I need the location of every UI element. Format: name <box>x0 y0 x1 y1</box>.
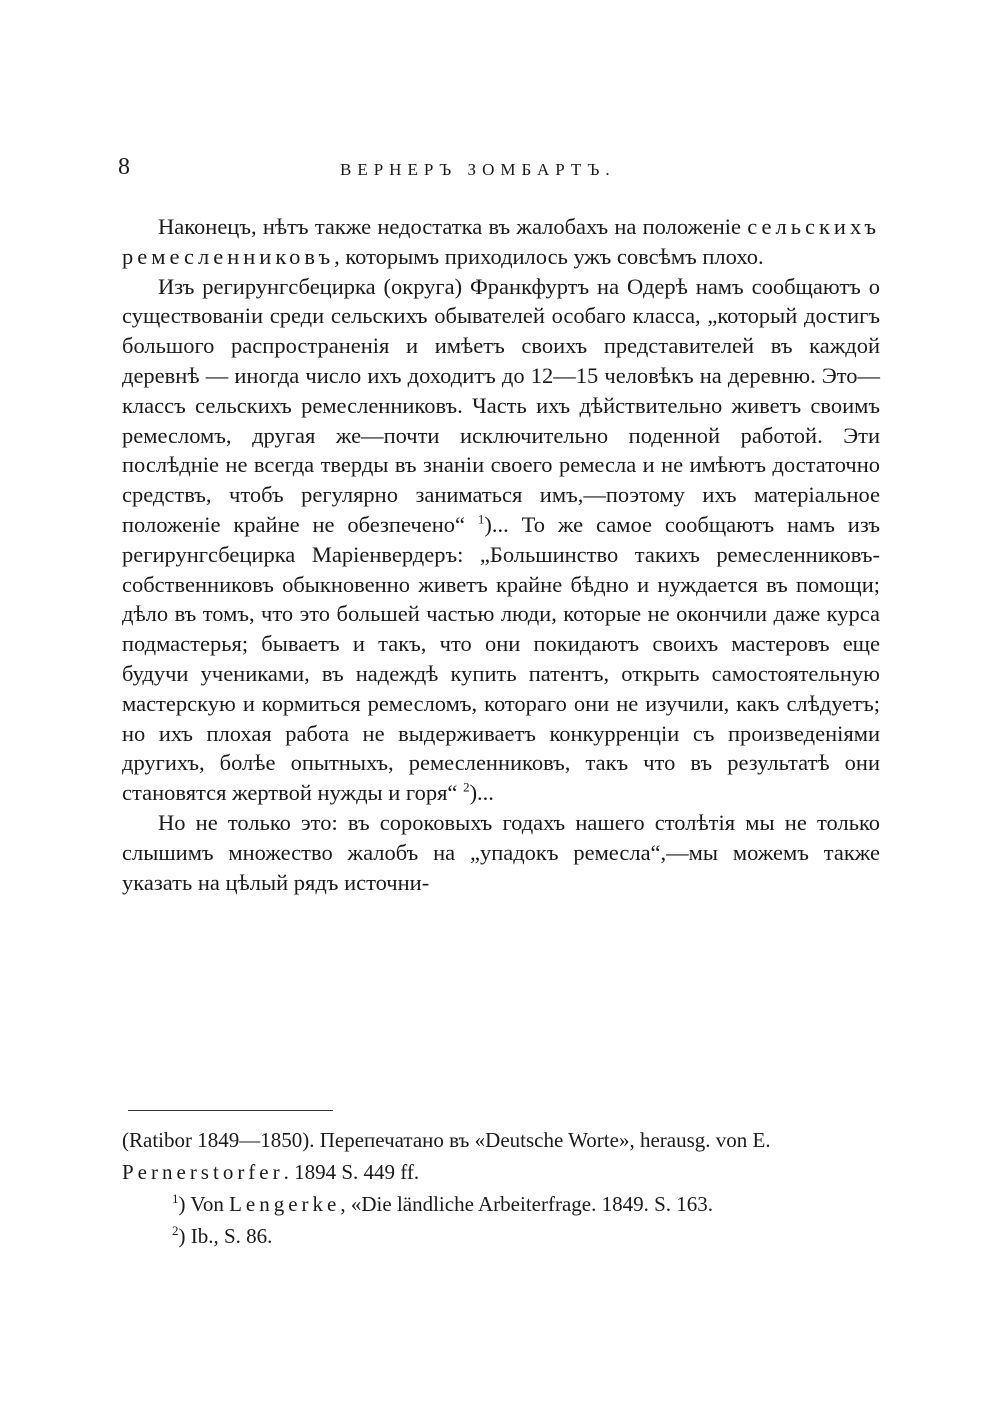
footnote-ref-1: 1 <box>477 511 485 527</box>
paragraph-2 <box>122 272 880 808</box>
footnote-1 <box>122 1188 880 1220</box>
footnote-2-mark: 2 <box>172 1223 179 1238</box>
footnote-1-author: Lengerke <box>229 1192 341 1216</box>
footnote-1-text-b: , «Die ländliche Arbeiterfrage. 1849. S. 163. <box>340 1192 714 1216</box>
p3-text: Но не только это: въ сороковыхъ годахъ нашего столѣтія мы не только слышимъ множество жалобъ на „упадокъ ремесла“,—мы можемъ также указать на цѣлый рядъ источни- <box>122 809 880 895</box>
footnote-1-mark: 1 <box>172 1191 179 1206</box>
paragraph-3 <box>122 808 880 897</box>
p2-text-c: )... <box>469 780 494 806</box>
footnote-2-text: ) Ib., S. 86. <box>178 1224 273 1248</box>
footnotes <box>122 1124 880 1252</box>
running-head: ВЕРНЕРЪ ЗОМБАРТЪ. <box>340 160 616 179</box>
footnote-2 <box>122 1220 880 1252</box>
footnote-cont-spaced: Pernerstorfer <box>122 1160 284 1184</box>
page-number: 8 <box>118 154 130 180</box>
footnote-cont-b: . 1894 S. 449 ff. <box>283 1160 420 1184</box>
footnote-cont-a: (Ratibor 1849—1850). Перепечатано въ «Deutsche Worte», herausg. von E. <box>122 1128 771 1152</box>
p1-spaced-phrase: сельскихъ ремесленниковъ <box>122 214 880 269</box>
footnote-ref-2: 2 <box>463 779 470 795</box>
p2-text-b: )... То же самое сообщаютъ намъ изъ регирунгсбецирка Маріенвердеръ: „Большинство такихъ ремесленниковъ-собственниковъ обыкновенно живетъ крайне бѣдно и нуждается въ помощи; дѣло въ томъ, что это большей частью люди, которые не окончили даже курса подмастерья; бываетъ и такъ, что они покидаютъ своихъ мастеровъ еще будучи учениками, въ надеждѣ купить патентъ, открыть самостоятельную мастерскую и кормиться ремесломъ, котораго они не изучили, какъ слѣдуетъ; но ихъ плохая работа не выдерживаетъ конкурренціи съ произведеніями другихъ, болѣе опытныхъ, ремесленниковъ, такъ что въ результатѣ они становятся жертвой нужды и горя“ <box>122 511 880 806</box>
p1-text-a: Наконецъ, нѣтъ также недостатка въ жалобахъ на положеніе <box>158 214 748 239</box>
p1-text-b: , которымъ приходилось ужъ совсѣмъ плохо. <box>334 243 764 269</box>
paragraph-1 <box>122 212 880 272</box>
footnote-continuation <box>122 1124 880 1188</box>
footnote-divider <box>128 1110 333 1111</box>
p2-text-a: Изъ регирунгсбецирка (округа) Франкфуртъ на Одерѣ намъ сообщаютъ о существованіи среди сельскихъ обывателей особаго класса, „который достигъ большого распространенія и имѣетъ своихъ представителей въ каждой деревнѣ — иногда число ихъ доходитъ до 12—15 человѣкъ на деревню. Это—классъ сельскихъ ремесленниковъ. Часть ихъ дѣйствительно живетъ своимъ ремесломъ, другая же—почти исключительно поденной работой. Эти послѣдніе не всегда тверды въ знаніи своего ремесла и не имѣютъ достаточно средствъ, чтобъ регулярно заниматься имъ,—поэтому ихъ матеріальное положеніе крайне не обезпечено“ <box>122 273 880 537</box>
footnote-1-text-a: ) Von <box>178 1192 230 1216</box>
main-text <box>122 212 880 897</box>
